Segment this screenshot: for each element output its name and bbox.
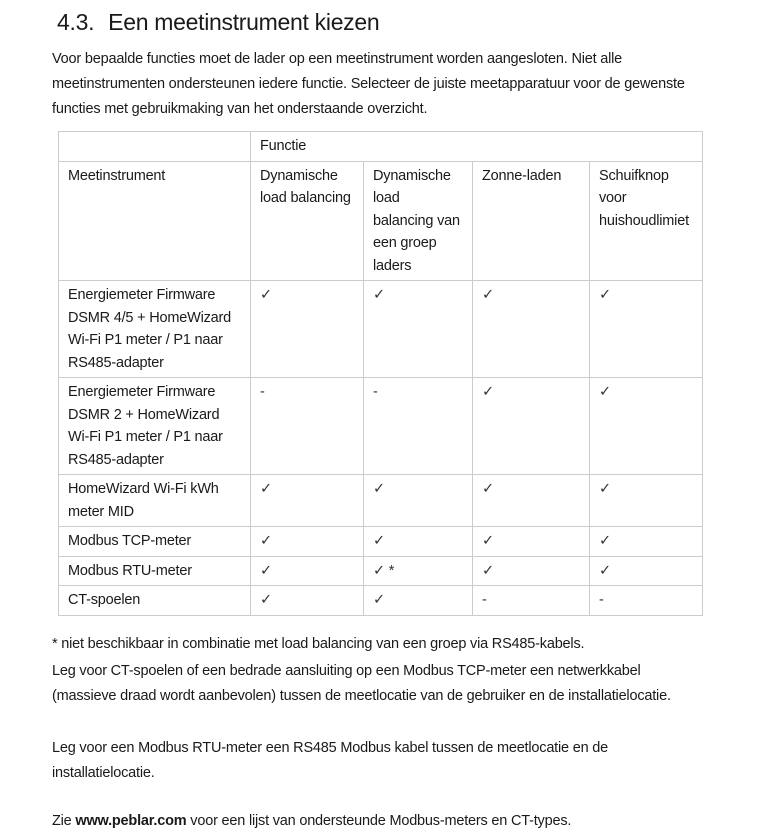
check-cell: ✓ [251, 586, 364, 616]
function-group-header: Functie [251, 132, 703, 162]
check-cell: - [473, 586, 590, 616]
check-cell: ✓ [364, 475, 473, 527]
table-row-column-headers [59, 161, 703, 281]
intro-paragraph: Voor bepaalde functies moet de lader op een meetinstrument worden aangesloten. Niet alle meetinstrumenten ondersteunen iedere functie. Selecteer de juiste meetapparatuur voor de gewenste functies met gebruikmaking van het onderstaande overzicht. [52, 51, 685, 117]
check-cell: ✓ [251, 475, 364, 527]
check-cell: ✓ [473, 475, 590, 527]
row-label-cell: Modbus RTU-meter [59, 556, 251, 586]
table-row [59, 475, 703, 527]
check-cell: ✓ [364, 586, 473, 616]
check-cell: ✓ [364, 281, 473, 378]
notes-block [52, 632, 702, 834]
website-suffix: voor een lijst van ondersteunde Modbus-meters en CT-types. [186, 812, 572, 829]
table-row [59, 527, 703, 557]
check-cell: ✓ [590, 378, 703, 475]
check-cell: ✓ [473, 378, 590, 475]
row-label-cell: Energiemeter Firmware DSMR 2 + HomeWizard Wi-Fi P1 meter / P1 naar RS485-adapter [59, 378, 251, 475]
row-label-cell: HomeWizard Wi-Fi kWh meter MID [59, 475, 251, 527]
check-cell: ✓ [473, 556, 590, 586]
section-number: 4.3. [57, 9, 95, 35]
check-cell: ✓ [590, 281, 703, 378]
row-label-cell: Modbus TCP-meter [59, 527, 251, 557]
function-matrix-table [58, 131, 703, 616]
row-label-cell: Energiemeter Firmware DSMR 4/5 + HomeWizard Wi-Fi P1 meter / P1 naar RS485-adapter [59, 281, 251, 378]
check-cell: - [364, 378, 473, 475]
table-row [59, 281, 703, 378]
row-label-cell: CT-spoelen [59, 586, 251, 616]
check-cell: - [590, 586, 703, 616]
check-cell: ✓ [590, 527, 703, 557]
check-cell: ✓ * [364, 556, 473, 586]
check-cell: ✓ [590, 475, 703, 527]
check-cell: - [251, 378, 364, 475]
column-header-household-limit: Schuifknop voor huishoudlimiet [590, 161, 703, 281]
section-heading [57, 8, 702, 36]
website-paragraph [52, 809, 702, 834]
check-cell: ✓ [251, 556, 364, 586]
column-header-dlb-group: Dynamische load balancing van een groep laders [364, 161, 473, 281]
empty-corner-cell [59, 132, 251, 162]
check-cell: ✓ [251, 527, 364, 557]
footnote-paragraph: * niet beschikbaar in combinatie met load balancing van een groep via RS485-kabels. [52, 635, 585, 652]
table-row [59, 556, 703, 586]
column-header-meetinstrument: Meetinstrument [59, 161, 251, 281]
check-cell: ✓ [473, 281, 590, 378]
check-cell: ✓ [251, 281, 364, 378]
table-row [59, 586, 703, 616]
check-cell: ✓ [590, 556, 703, 586]
ct-wiring-paragraph: Leg voor CT-spoelen of een bedrade aansluiting op een Modbus TCP-meter een netwerkkabel (massieve draad wordt aanbevolen) tussen de meetlocatie van de gebruiker en de installatielocatie. [52, 662, 671, 704]
table-row [59, 378, 703, 475]
section-title: Een meetinstrument kiezen [108, 9, 380, 35]
website-url[interactable]: www.peblar.com [75, 812, 187, 829]
column-header-dlb: Dynamische load balancing [251, 161, 364, 281]
rtu-wiring-paragraph: Leg voor een Modbus RTU-meter een RS485 Modbus kabel tussen de meetlocatie en de installatielocatie. [52, 739, 609, 781]
column-header-solar: Zonne-laden [473, 161, 590, 281]
check-cell: ✓ [473, 527, 590, 557]
website-prefix: Zie [52, 812, 76, 829]
table-row-function-group [59, 132, 703, 162]
check-cell: ✓ [364, 527, 473, 557]
